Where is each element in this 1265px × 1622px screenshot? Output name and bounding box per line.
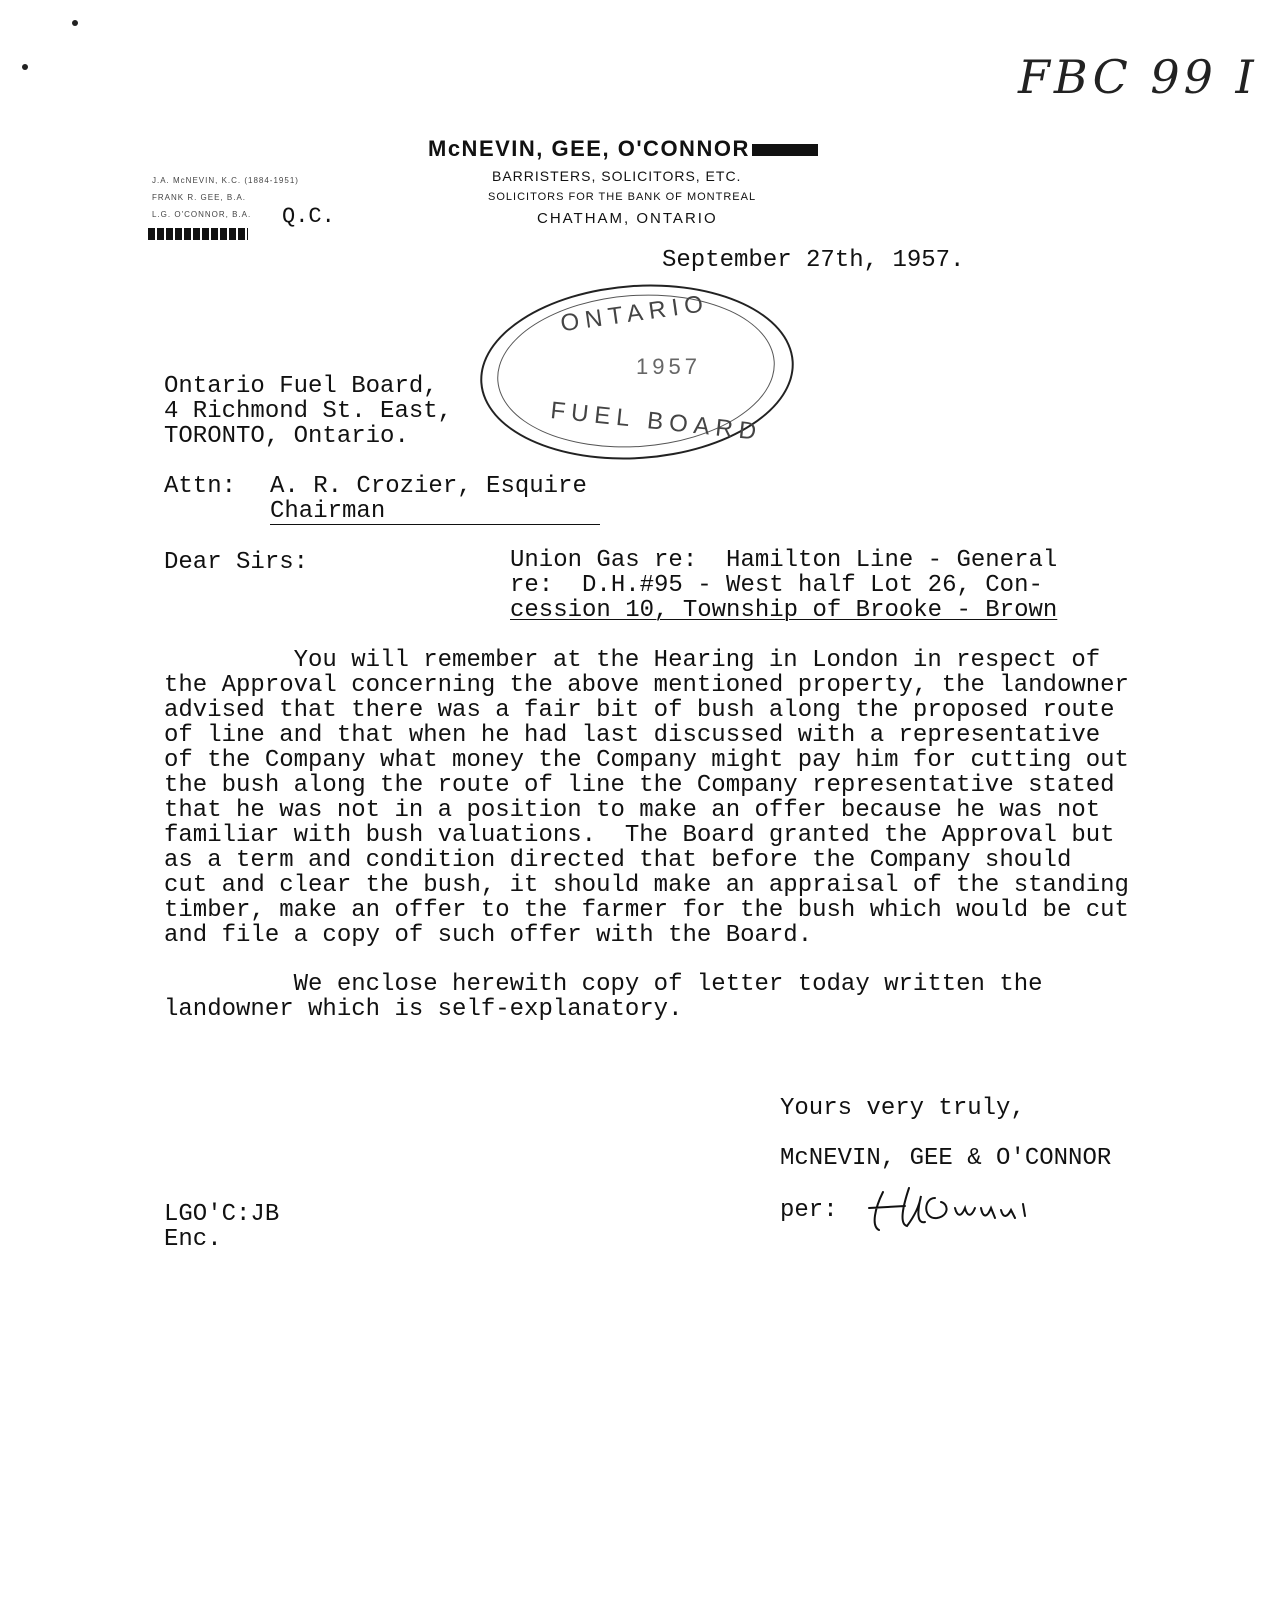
stamp-bottom-text: FUEL BOARD bbox=[549, 396, 764, 447]
body-line: timber, make an offer to the farmer for the bush which would be cut bbox=[164, 897, 1129, 924]
partner-name: L.G. O'CONNOR, B.A. bbox=[152, 210, 252, 219]
address-line: TORONTO, Ontario. bbox=[164, 423, 409, 450]
body-line: of line and that when he had last discussed with a representative bbox=[164, 722, 1101, 749]
attention-label: Attn: bbox=[164, 473, 237, 500]
body-line: as a term and condition directed that before the Company should bbox=[164, 847, 1072, 874]
struck-out-text bbox=[752, 144, 818, 156]
reference-code: FBC 99 I bbox=[1018, 50, 1258, 104]
body-line: We enclose herewith copy of letter today written the bbox=[164, 971, 1043, 998]
body-line: advised that there was a fair bit of bush along the proposed route bbox=[164, 697, 1115, 724]
attention-name: A. R. Crozier, Esquire bbox=[270, 473, 587, 500]
subject-line: cession 10, Township of Brooke - Brown bbox=[510, 597, 1058, 624]
subject-line: Union Gas re: Hamilton Line - General bbox=[510, 547, 1058, 574]
body-line: landowner which is self-explanatory. bbox=[164, 996, 683, 1023]
stamp-top-text: ONTARIO bbox=[558, 289, 711, 338]
address-line: Ontario Fuel Board, bbox=[164, 373, 438, 400]
body-line: You will remember at the Hearing in London in respect of bbox=[164, 647, 1101, 674]
typed-over-text bbox=[148, 228, 248, 240]
attention-title: Chairman bbox=[270, 499, 600, 525]
body-line: that he was not in a position to make an offer because he was not bbox=[164, 797, 1101, 824]
body-line: familiar with bush valuations. The Board granted the Approval but bbox=[164, 822, 1115, 849]
qc-designation: Q.C. bbox=[282, 204, 335, 229]
body-line: the Approval concerning the above mentioned property, the landowner bbox=[164, 672, 1129, 699]
letter-date: September 27th, 1957. bbox=[662, 247, 965, 274]
subject-block bbox=[510, 548, 1057, 623]
body-paragraph-2 bbox=[164, 972, 1043, 1022]
address-line: 4 Richmond St. East, bbox=[164, 398, 453, 425]
firm-name: McNEVIN, GEE, O'CONNOR bbox=[428, 136, 818, 162]
closing-firm-name: McNEVIN, GEE & O'CONNOR bbox=[780, 1145, 1112, 1172]
salutation: Dear Sirs: bbox=[164, 549, 309, 576]
body-paragraph-1 bbox=[164, 648, 1129, 948]
partner-name: J.A. McNEVIN, K.C. (1884-1951) bbox=[152, 176, 299, 185]
subject-line: re: D.H.#95 - West half Lot 26, Con- bbox=[510, 572, 1043, 599]
enclosure-notation: Enc. bbox=[164, 1226, 222, 1253]
body-line: and file a copy of such offer with the Board. bbox=[164, 922, 813, 949]
body-line: of the Company what money the Company might pay him for cutting out bbox=[164, 747, 1129, 774]
firm-city: CHATHAM, ONTARIO bbox=[537, 210, 718, 227]
speck bbox=[22, 64, 28, 70]
reference-initials: LGO'C:JB bbox=[164, 1201, 280, 1228]
per-label: per: bbox=[780, 1197, 838, 1224]
firm-tagline: BARRISTERS, SOLICITORS, ETC. bbox=[492, 168, 742, 184]
partner-name: FRANK R. GEE, B.A. bbox=[152, 193, 247, 202]
stamp-date-text: 1957 bbox=[636, 354, 701, 379]
body-line: cut and clear the bush, it should make an appraisal of the standing bbox=[164, 872, 1129, 899]
body-line: the bush along the route of line the Company representative stated bbox=[164, 772, 1115, 799]
recipient-address bbox=[164, 374, 452, 449]
firm-subtitle: SOLICITORS FOR THE BANK OF MONTREAL bbox=[488, 191, 757, 203]
speck bbox=[72, 20, 78, 26]
complimentary-close: Yours very truly, bbox=[780, 1095, 1025, 1122]
handwritten-signature bbox=[865, 1178, 1065, 1238]
